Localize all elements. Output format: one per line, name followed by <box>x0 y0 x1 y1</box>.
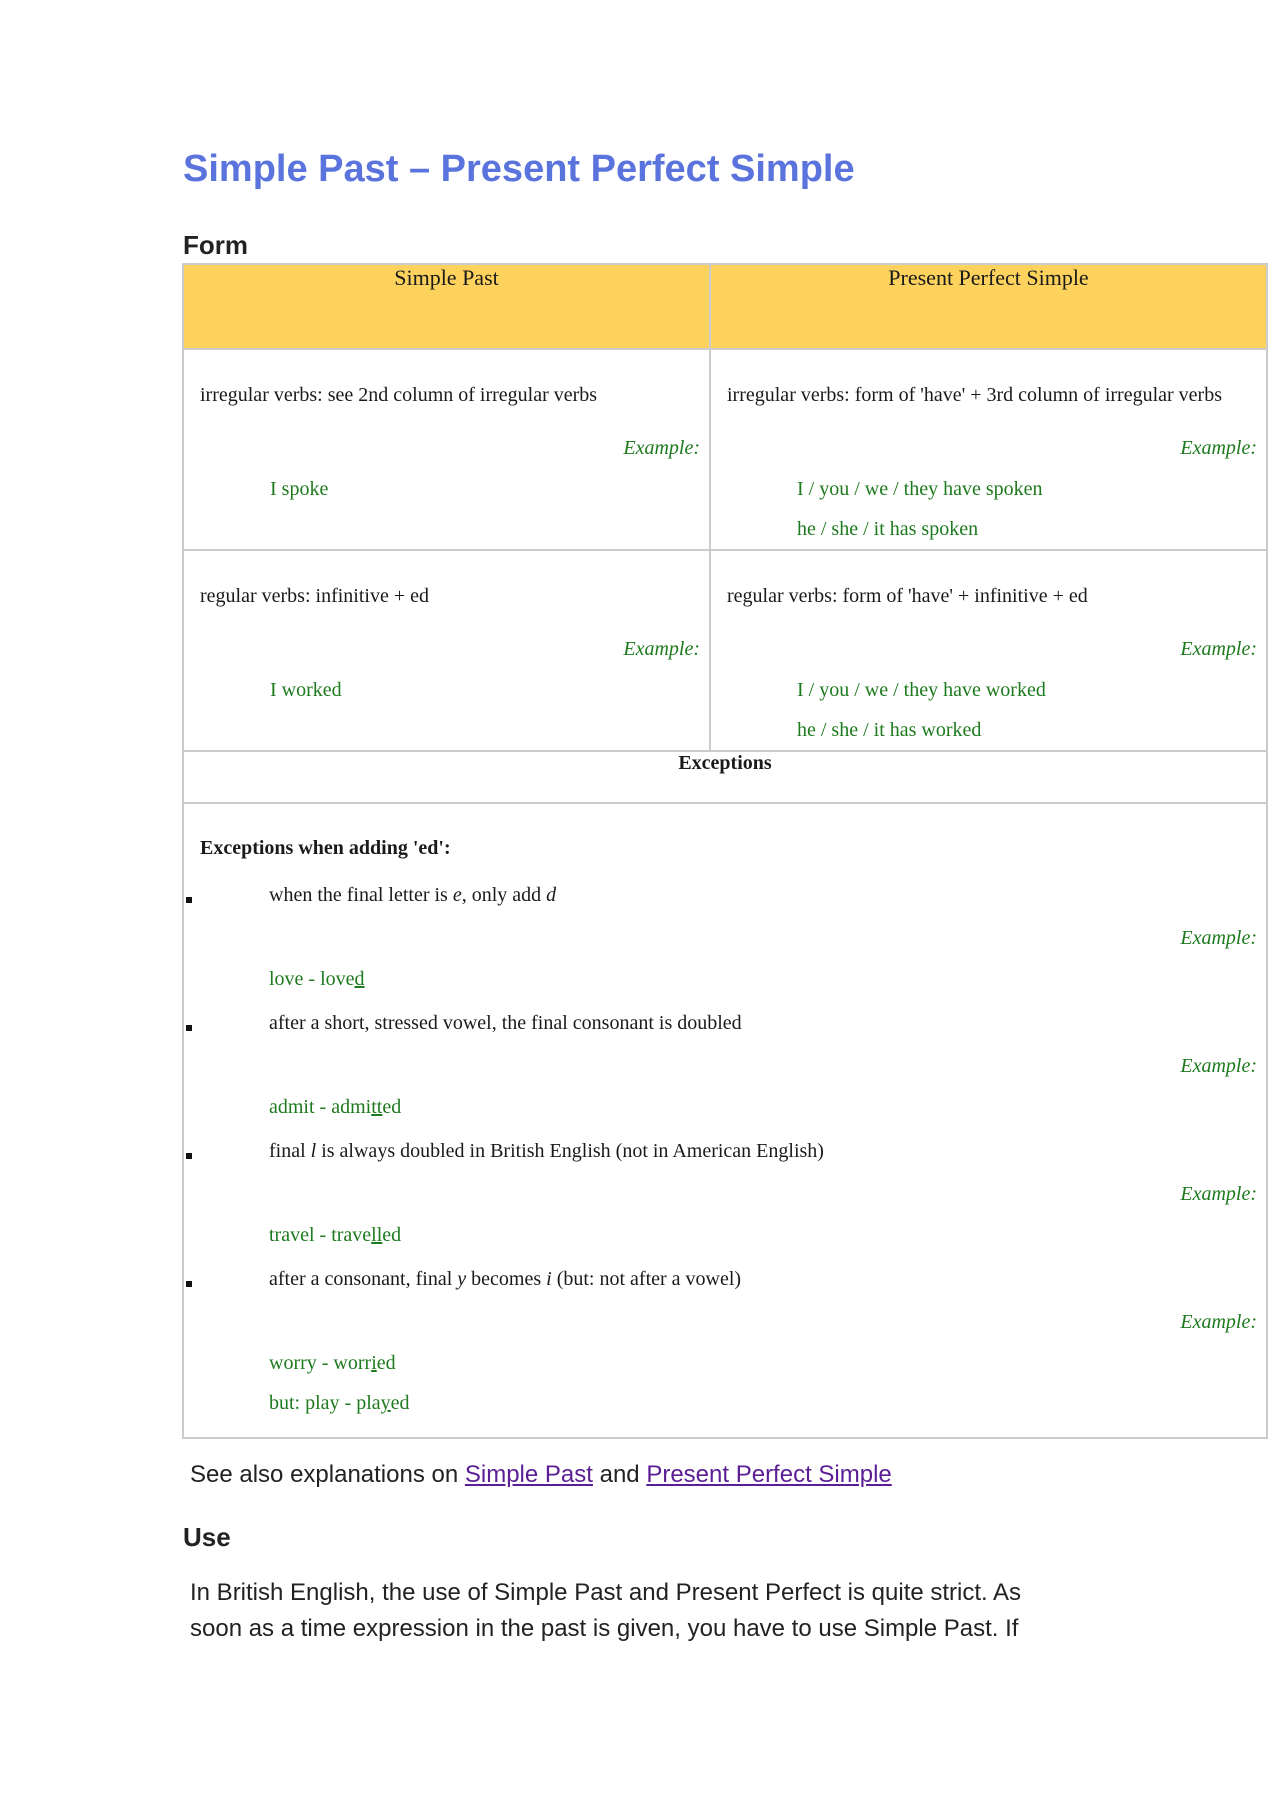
simple-past-regular-cell <box>183 550 710 751</box>
exception-rule: final l is always doubled in British English (not in American English) <box>269 1140 824 1162</box>
simple-past-irregular-cell <box>183 349 710 550</box>
exceptions-title: Exceptions when adding 'ed': <box>200 837 451 859</box>
example-label: Example: <box>1180 1055 1257 1077</box>
column-header-present-perfect: Present Perfect Simple <box>710 264 1267 349</box>
example-label: Example: <box>623 638 700 660</box>
use-heading: Use <box>183 1522 231 1552</box>
exception-rule: when the final letter is e, only add d <box>269 884 557 906</box>
rule-text: irregular verbs: see 2nd column of irregular verbs <box>200 384 598 406</box>
table-header-row <box>183 264 1267 349</box>
example-label: Example: <box>623 437 700 459</box>
exception-rule: after a short, stressed vowel, the final consonant is doubled <box>269 1012 742 1034</box>
example-text: I / you / we / they have spoken <box>797 478 1043 500</box>
simple-past-link[interactable]: Simple Past <box>464 1461 593 1488</box>
bullet-square-icon <box>186 897 192 903</box>
example-text: he / she / it has spoken <box>797 518 979 540</box>
example-text: I worked <box>270 679 342 701</box>
example-label: Example: <box>1180 1183 1257 1205</box>
example-label: Example: <box>1180 1311 1257 1333</box>
exceptions-header-row <box>183 751 1267 803</box>
column-header-simple-past: Simple Past <box>183 264 710 349</box>
bullet-square-icon <box>186 1281 192 1287</box>
form-heading: Form <box>183 230 248 260</box>
table-row <box>183 550 1267 751</box>
table-row <box>183 349 1267 550</box>
form-table <box>182 263 1268 1439</box>
example-text: I / you / we / they have worked <box>797 679 1046 701</box>
example-text: I spoke <box>270 478 329 500</box>
rule-text: irregular verbs: form of 'have' + 3rd column of irregular verbs <box>727 384 1222 406</box>
use-paragraph <box>190 1575 1090 1647</box>
rule-text: regular verbs: infinitive + ed <box>200 585 429 607</box>
see-also-prefix: See also explanations on <box>190 1461 465 1488</box>
example-text: travel - travelled <box>269 1224 402 1246</box>
exceptions-header: Exceptions <box>183 751 1267 803</box>
exceptions-body-row <box>183 803 1267 1438</box>
example-label: Example: <box>1180 927 1257 949</box>
present-perfect-irregular-cell <box>710 349 1267 550</box>
exception-rule: after a consonant, final y becomes i (but: not after a vowel) <box>269 1268 742 1290</box>
exceptions-cell <box>183 803 1267 1438</box>
use-paragraph-line: soon as a time expression in the past is given, you have to use Simple Past. If <box>190 1615 1019 1642</box>
page-title: Simple Past – Present Perfect Simple <box>183 148 855 190</box>
bullet-square-icon <box>186 1025 192 1031</box>
example-text: love - loved <box>269 968 365 990</box>
use-paragraph-line: In British English, the use of Simple Past and Present Perfect is quite strict. As <box>190 1579 1022 1606</box>
see-also-middle: and <box>592 1461 647 1488</box>
present-perfect-simple-link[interactable]: Present Perfect Simple <box>646 1461 892 1488</box>
example-text: admit - admitted <box>269 1096 402 1118</box>
see-also-line <box>190 1461 892 1489</box>
example-label: Example: <box>1180 437 1257 459</box>
rule-text: regular verbs: form of 'have' + infinitive + ed <box>727 585 1088 607</box>
bullet-square-icon <box>186 1153 192 1159</box>
example-text: but: play - played <box>269 1392 410 1414</box>
example-text: he / she / it has worked <box>797 719 982 741</box>
example-label: Example: <box>1180 638 1257 660</box>
present-perfect-regular-cell <box>710 550 1267 751</box>
example-text: worry - worried <box>269 1352 396 1374</box>
